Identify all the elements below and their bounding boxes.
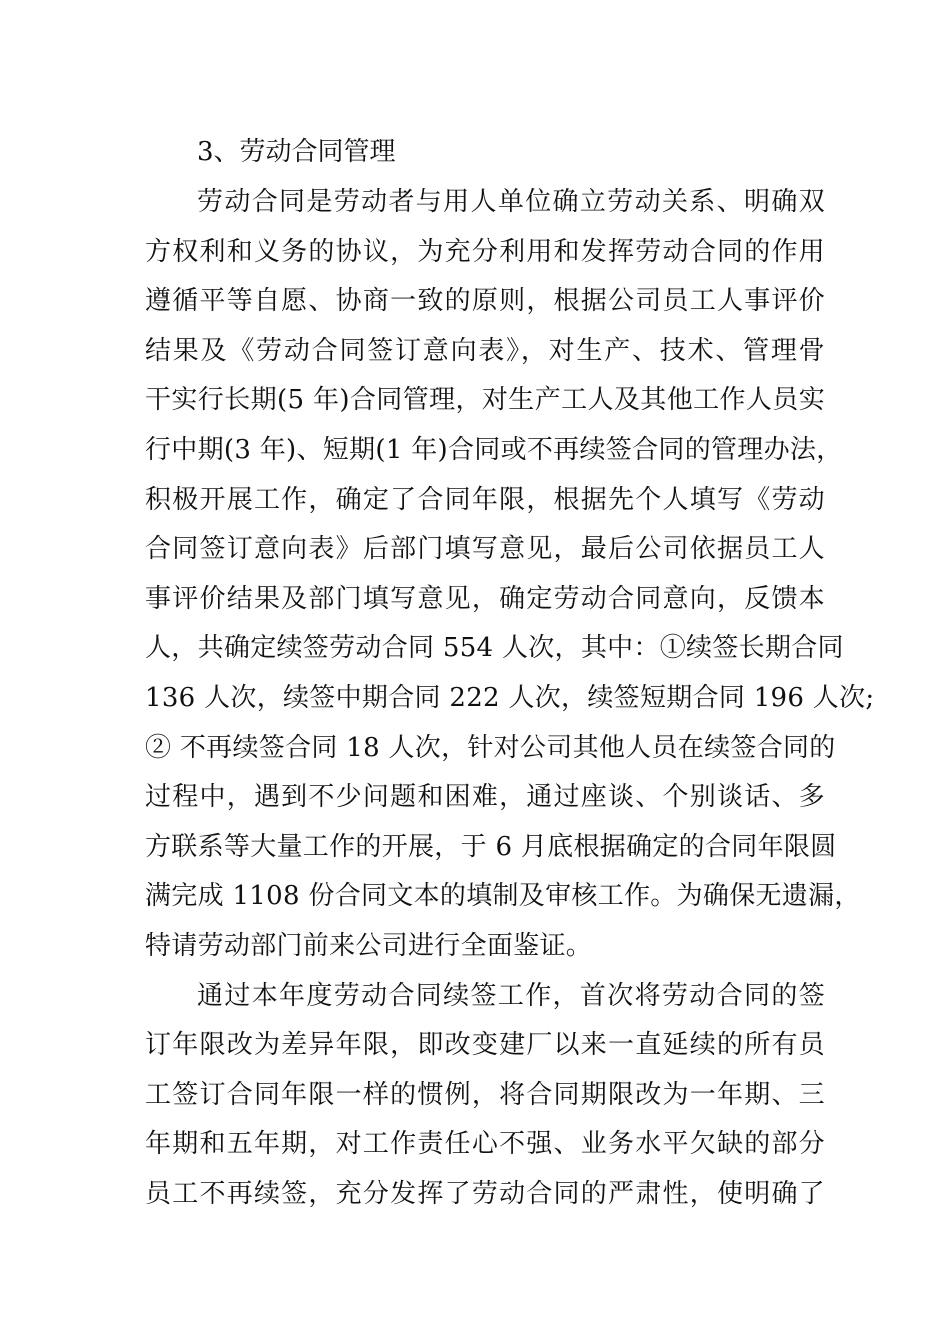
paragraph-line: 行中期(3 年)、短期(1 年)合同或不再续签合同的管理办法， — [145, 434, 843, 465]
paragraph-line: 合同签订意向表》后部门填写意见，最后公司依据员工人 — [145, 534, 825, 565]
paragraph-line: 方联系等大量工作的开展，于 6 月底根据确定的合同年限圆 — [145, 831, 837, 862]
paragraph-line: 订年限改为差异年限，即改变建厂以来一直延续的所有员 — [145, 1030, 825, 1061]
paragraph-line: 干实行长期(5 年)合同管理，对生产工人及其他工作人员实 — [145, 385, 825, 416]
section-heading: 3、劳动合同管理 — [197, 137, 396, 167]
paragraph-line: 人，共确定续签劳动合同 554 人次，其中：①续签长期合同 — [145, 633, 844, 664]
paragraph-line: 特请劳动部门前来公司进行全面鉴证。 — [145, 930, 593, 961]
paragraph-line: 事评价结果及部门填写意见，确定劳动合同意向，反馈本 — [145, 583, 825, 614]
paragraph-1 — [145, 178, 875, 972]
paragraph-line: 136 人次，续签中期合同 222 人次，续签短期合同 196 人次; — [145, 682, 875, 713]
paragraph-line: 遵循平等自愿、协商一致的原则，根据公司员工人事评价 — [145, 286, 825, 317]
paragraph-line: 结果及《劳动合同签订意向表》，对生产、技术、管理骨 — [145, 335, 825, 366]
paragraph-line: 年期和五年期，对工作责任心不强、业务水平欠缺的部分 — [145, 1129, 825, 1160]
paragraph-line: 满完成 1108 份合同文本的填制及审核工作。为确保无遗漏， — [145, 881, 861, 912]
paragraph-line: 方权利和义务的协议，为充分利用和发挥劳动合同的作用 — [145, 236, 825, 267]
paragraph-line: 通过本年度劳动合同续签工作，首次将劳动合同的签 — [197, 980, 825, 1011]
paragraph-line: 劳动合同是劳动者与用人单位确立劳动关系、明确双 — [197, 187, 825, 217]
paragraph-line: ② 不再续签合同 18 人次，针对公司其他人员在续签合同的 — [145, 732, 836, 763]
paragraph-line: 员工不再续签，充分发挥了劳动合同的严肃性，使明确了 — [145, 1178, 825, 1209]
paragraph-2 — [145, 972, 825, 1220]
paragraph-line: 工签订合同年限一样的惯例，将合同期限改为一年期、三 — [145, 1079, 825, 1110]
document-body — [145, 128, 875, 1219]
paragraph-line: 过程中，遇到不少问题和困难，通过座谈、个别谈话、多 — [145, 782, 825, 813]
paragraph-line: 积极开展工作，确定了合同年限，根据先个人填写《劳动 — [145, 484, 825, 515]
